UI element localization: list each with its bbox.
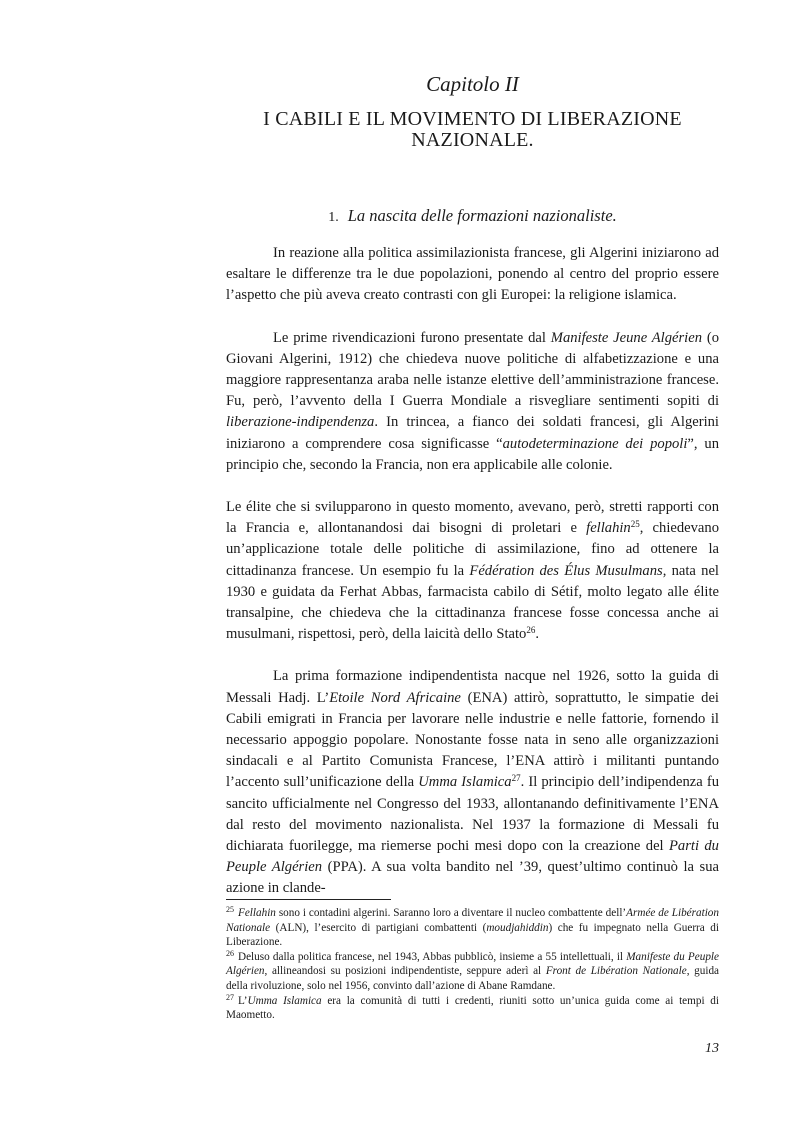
text-run: , chiedevano un’applicazione totale delle politiche di assimilazione, fino ad ottenere la cittadinanza francese. Un esempio fu la: [226, 520, 720, 579]
italic-run: autodeterminazione dei popoli: [502, 435, 688, 452]
italic-run: Armée de Libération Nationale: [226, 907, 719, 934]
text-run: , allineandosi su posizioni indipendentiste, seppure aderì al: [264, 965, 546, 978]
text-run: Deluso dalla politica francese, nel 1943, Abbas pubblicò, insieme a 55 intellettuali, il: [238, 950, 627, 963]
footnote-mark: 27: [226, 992, 234, 1002]
italic-run: Etoile Nord Africaine: [329, 689, 461, 706]
text-run: La prima formazione indipendentista nacque nel 1926, sotto la guida di Messali Hadj. L’: [226, 668, 719, 706]
text-run: sono i contadini algerini. Saranno loro a diventare il nucleo combattente dell’: [275, 907, 627, 919]
text-run: era la comunità di tutti i credenti, riuniti sotto un’unica guida come ai tempi di Maometto.: [226, 994, 719, 1022]
italic-run: Manifeste du Peuple Algérien: [226, 950, 719, 978]
text-run: Le élite che si svilupparono in questo momento, avevano, però, stretti rapporti con la Francia e, allontanandosi dai bisogni di proletari e: [226, 499, 719, 537]
text-run: (PPA). A sua volta bandito nel ’39, quest’ultimo continuò la sua azione in clande-: [226, 859, 720, 897]
section-heading: [226, 206, 719, 226]
paragraph: [226, 328, 719, 476]
italic-run: Manifeste Jeune Algérien: [550, 329, 703, 346]
text-run: ) che fu impegnato nella Guerra di Liberazione.: [226, 921, 719, 949]
footnote-mark: 25: [226, 905, 234, 914]
page-number: 13: [705, 1041, 719, 1056]
text-run: (ALN), l’esercito di partigiani combattenti (: [270, 921, 487, 934]
footnote: [226, 950, 719, 994]
text-run: .: [535, 626, 539, 643]
italic-run: liberazione-indipendenza: [226, 414, 375, 431]
chapter-title-line: I CABILI E IL MOVIMENTO DI LIBERAZIONE: [263, 108, 682, 130]
section-number: 1.: [328, 210, 339, 225]
paragraph: In reazione alla politica assimilazionista francese, gli Algerini iniziarono ad esaltare le differenze tra le due popolazioni, ponendo al centro del proprio essere l’aspetto che più aveva creato contrasti con gli Europei: la religione islamica.: [226, 245, 719, 304]
italic-run: Fellahin: [238, 907, 276, 919]
text-run: . In trincea, a fianco dei soldati francesi, gli Algerini iniziarono a comprendere cosa significasse “: [226, 414, 719, 452]
footnote-rule: [226, 899, 391, 900]
text-run: Le prime rivendicazioni furono presentate dal: [273, 329, 551, 346]
text-run: . Il principio dell’indipendenza fu sancito ufficialmente nel Congresso del 1933, allontanando definitivamente l’ENA dal resto del movimento nazionalista. Nel 1937 la formazione di Messali fu dichiarata fuorilegge, ma riemerse pochi mesi dopo con la creazione del: [226, 774, 719, 855]
chapter-label: Capitolo II: [426, 72, 519, 96]
paragraph: [226, 497, 719, 645]
italic-run: moudjahiddin: [486, 921, 549, 934]
footnote-reference[interactable]: 26: [526, 625, 536, 636]
italic-run: Umma Islamica: [418, 774, 512, 791]
italic-run: Parti du Peuple Algérien: [226, 838, 719, 876]
text-run: L’: [238, 994, 248, 1007]
footnote: [226, 906, 719, 950]
chapter-title: [226, 109, 719, 151]
footnote: [226, 994, 719, 1023]
body-text: [226, 243, 719, 900]
text-run: , nata nel 1930 e guidata da Ferhat Abbas, farmacista cabilo di Sétif, molto legato alle élite transalpine, che chiedeva che la cittadinanza francese fosse concessa anche ai musulmani, rispettosi, però, della laicità dello Stato: [226, 562, 719, 643]
section-title: La nascita delle formazioni nazionaliste.: [347, 206, 617, 225]
paragraph: [226, 666, 719, 899]
text-run: (o Giovani Algerini, 1912) che chiedeva nuove politiche di alfabetizzazione e una maggiore rappresentanza araba nelle istanze elettive dell’amministrazione francese. Fu, però, l’avvento della I Guerra Mondiale a risvegliare sentimenti sopiti di: [226, 329, 720, 410]
footnote-mark: 26: [226, 948, 234, 958]
italic-run: fellahin: [586, 520, 631, 537]
italic-run: Front de Libération Nationale: [545, 965, 687, 978]
italic-run: Fédération des Élus Musulmans: [469, 562, 663, 579]
italic-run: Umma Islamica: [247, 994, 322, 1007]
text-run: (ENA) attirò, soprattutto, le simpatie dei Cabili emigrati in Francia per lavorare nelle industrie e nelle fattorie, fornendo il necessario appoggio popolare. Nonostante fosse nata in seno alle organizzazioni sindacali e al Partito Comunista Francese, l’ENA attirò i militanti puntando l’accento sull’unificazione della: [226, 689, 719, 791]
text-run: ”, un principio che, secondo la Francia, non era applicabile alle colonie.: [226, 435, 719, 473]
footnotes: [226, 906, 719, 1023]
text-run: , guida della rivoluzione, solo nel 1956, convinto dall’azione di Abane Ramdane.: [226, 965, 720, 992]
footnote-reference[interactable]: 25: [630, 519, 640, 530]
footnote-reference[interactable]: 27: [511, 773, 521, 784]
chapter-title-line: NAZIONALE.: [411, 129, 534, 151]
